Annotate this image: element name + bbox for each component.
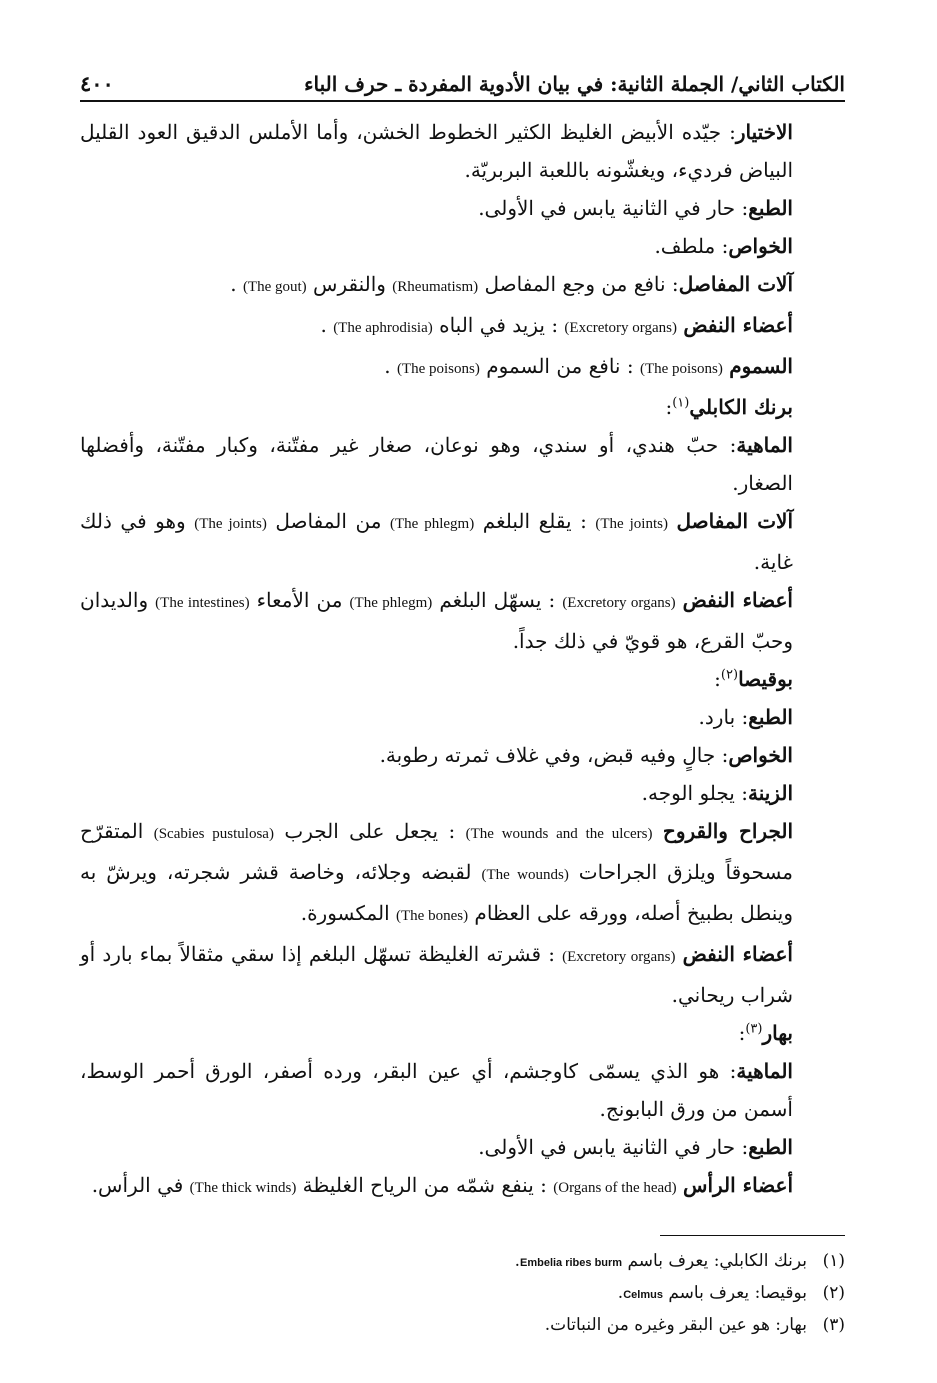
entry-heading-colon: :: [714, 667, 721, 691]
header-title: الكتاب الثاني/ الجملة الثانية: في بيان الأدوية المفردة ـ حرف الباء: [304, 72, 845, 96]
term-separator: :: [718, 433, 737, 457]
entry-paragraph: [80, 774, 845, 812]
term-separator: :: [719, 1059, 737, 1083]
property-text: (Organs of the head) : ينفع شمّه من الرياح الغليظة (The thick winds) في الرأس.: [91, 1173, 677, 1197]
property-term: السموم: [729, 354, 793, 378]
term-separator: :: [734, 781, 748, 805]
property-term: أعضاء النفض: [682, 588, 793, 612]
english-gloss: (Rheumatism): [392, 279, 479, 295]
english-gloss: (The gout): [242, 279, 307, 295]
english-gloss: (Organs of the head): [553, 1180, 677, 1196]
english-gloss: (The poisons): [639, 361, 723, 377]
footnotes: [300, 1246, 845, 1340]
entry-paragraph: [80, 189, 845, 227]
entry-paragraph: [80, 265, 845, 306]
entry-paragraph: [80, 1128, 845, 1166]
term-separator: :: [735, 705, 749, 729]
english-gloss: (The wounds): [481, 867, 569, 883]
property-term: الطبع: [748, 1135, 793, 1159]
entry-paragraph: [80, 1166, 845, 1207]
entry-paragraph: [80, 736, 845, 774]
property-text: (Excretory organs) : قشرته الغليظة تسهّل البلغم إذا سقي مثقالاً بماء بارد أو شراب ريحاني.: [80, 942, 793, 1007]
term-separator: :: [715, 234, 729, 258]
property-text: هو الذي يسمّى كاوجشم، أي عين البقر، ورده أصفر، الورق أحمر الوسط، أسمن من ورق البابونج.: [80, 1059, 793, 1121]
property-term: أعضاء النفض: [682, 942, 793, 966]
property-text: (The joints) : يقلع البلغم (The phlegm) من المفاصل (The joints) وهو في ذلك غاية.: [80, 509, 793, 574]
entry-paragraph: [80, 426, 845, 502]
term-separator: :: [721, 120, 736, 144]
english-gloss: (The phlegm): [389, 516, 475, 532]
footnote-ref: (١): [672, 395, 690, 411]
property-text: (The wounds and the ulcers) : يجعل على الجرب (Scabies pustulosa) المتقرّح مسحوقاً ويلزق الجراحات (The wounds) لقبضه وجلائه، وخاصة قشر شجرته، ويرشّ به وينطل بطبيخ أصله، وورقه على العظام (The bones) المكسورة.: [80, 819, 794, 925]
entry-heading: [80, 660, 845, 698]
entry-paragraph: [80, 227, 845, 265]
property-term: الماهية: [736, 433, 793, 457]
english-gloss: (Excretory organs): [562, 595, 676, 611]
footnote-number: (٢): [822, 1283, 845, 1303]
property-text: جيّده الأبيض الغليظ الكثير الخطوط الخشن، وأما الأملس الدقيق العود القليل البياض فرديء، ويغشّونه باللعبة البربريّة.: [80, 120, 793, 182]
entry-heading-title: بهار: [762, 1021, 793, 1045]
term-separator: [675, 942, 682, 966]
entry-paragraph: [80, 502, 845, 581]
property-term: الطبع: [748, 196, 793, 220]
property-text: جالٍ وفيه قبض، وفي غلاف ثمرته رطوبة.: [379, 743, 716, 767]
main-text: [80, 113, 845, 1207]
entry-paragraph: [80, 812, 845, 935]
term-separator: :: [735, 196, 749, 220]
property-term: الماهية: [736, 1059, 793, 1083]
entry-paragraph: [80, 581, 845, 660]
property-text: بارد.: [698, 705, 736, 729]
entry-paragraph: [80, 113, 845, 189]
footnote-number: (٣): [822, 1315, 845, 1335]
property-text: (Excretory organs) : يسهّل البلغم (The phlegm) من الأمعاء (The intestines) والديدان وحبّ القرع، هو قويّ في ذلك جداً.: [80, 588, 793, 653]
footnote-latin-name: Celmus: [623, 1289, 663, 1301]
footnote-ref: (٢): [720, 667, 739, 683]
property-text: (Excretory organs) : يزيد في الباه (The aphrodisia) .: [320, 313, 678, 337]
property-text: ملطف.: [654, 234, 716, 258]
entry-paragraph: [80, 347, 845, 388]
term-separator: :: [715, 743, 729, 767]
footnote-item: [300, 1278, 845, 1310]
footnote-end: .: [617, 1283, 624, 1303]
property-text: يجلو الوجه.: [641, 781, 735, 805]
footnote-item: [300, 1310, 845, 1340]
entry-heading-title: برنك الكابلي: [689, 395, 793, 419]
entry-paragraph: [80, 1052, 845, 1128]
header-rule: [80, 100, 845, 102]
english-gloss: (The joints): [194, 516, 267, 532]
property-term: آلات المفاصل: [676, 509, 794, 533]
footnote-end: .: [514, 1251, 520, 1271]
property-term: الطبع: [748, 705, 793, 729]
english-gloss: (The joints): [595, 516, 668, 532]
property-term: الجراح والقروح: [662, 819, 794, 843]
english-gloss: (The intestines): [155, 595, 250, 611]
english-gloss: (The aphrodisia): [333, 320, 433, 336]
entry-heading-colon: :: [665, 395, 673, 419]
property-term: أعضاء الرأس: [683, 1173, 793, 1197]
term-separator: [676, 588, 683, 612]
property-term: أعضاء النفض: [683, 313, 793, 337]
property-text: حبّ هندي، أو سندي، وهو نوعان، صغار غير مفتّنة، وكبار مفتّنة، وأفضلها الصغار.: [80, 433, 793, 495]
term-separator: :: [735, 1135, 749, 1159]
entry-paragraph: [80, 306, 845, 347]
footnote-item: [300, 1246, 845, 1278]
footnote-latin-name: Embelia ribes burm: [519, 1257, 623, 1269]
english-gloss: (The wounds and the ulcers): [465, 826, 653, 842]
property-term: الخواص: [728, 234, 793, 258]
english-gloss: (Excretory organs): [562, 949, 676, 965]
term-separator: :: [665, 272, 679, 296]
footnote-number: (١): [822, 1251, 845, 1271]
english-gloss: (Scabies pustulosa): [153, 826, 274, 842]
entry-heading: [80, 388, 845, 426]
entry-heading: [80, 1014, 845, 1052]
property-term: الزينة: [747, 781, 793, 805]
english-gloss: (Excretory organs): [564, 320, 678, 336]
english-gloss: (The bones): [396, 908, 469, 924]
property-text: حار في الثانية يابس في الأولى.: [478, 1135, 736, 1159]
property-term: الاختيار: [735, 120, 793, 144]
entry-heading-colon: :: [738, 1021, 746, 1045]
property-text: (The poisons) : نافع من السموم (The poisons) .: [384, 354, 723, 378]
english-gloss: (The thick winds): [189, 1180, 297, 1196]
running-header: [80, 52, 845, 96]
property-term: الخواص: [728, 743, 793, 767]
property-term: آلات المفاصل: [678, 272, 793, 296]
english-gloss: (The poisons): [396, 361, 480, 377]
footnote-ref: (٣): [745, 1021, 763, 1037]
term-separator: [668, 509, 677, 533]
footnote-text: بهار: هو عين البقر وغيره من النباتات.: [544, 1315, 807, 1335]
page-number: ٤٠٠: [80, 71, 114, 96]
entry-paragraph: [80, 935, 845, 1014]
entry-paragraph: [80, 698, 845, 736]
property-text: حار في الثانية يابس في الأولى.: [478, 196, 736, 220]
entry-heading-title: بوقيصا: [738, 667, 793, 691]
property-text: نافع من وجع المفاصل (Rheumatism) والنقرس (The gout) .: [230, 272, 666, 296]
english-gloss: (The phlegm): [349, 595, 433, 611]
footnote-rule: [660, 1235, 845, 1236]
footnote-text: برنك الكابلي: يعرف باسم: [627, 1251, 807, 1271]
footnote-text: بوقيصا: يعرف باسم: [668, 1283, 807, 1303]
term-separator: [653, 819, 663, 843]
